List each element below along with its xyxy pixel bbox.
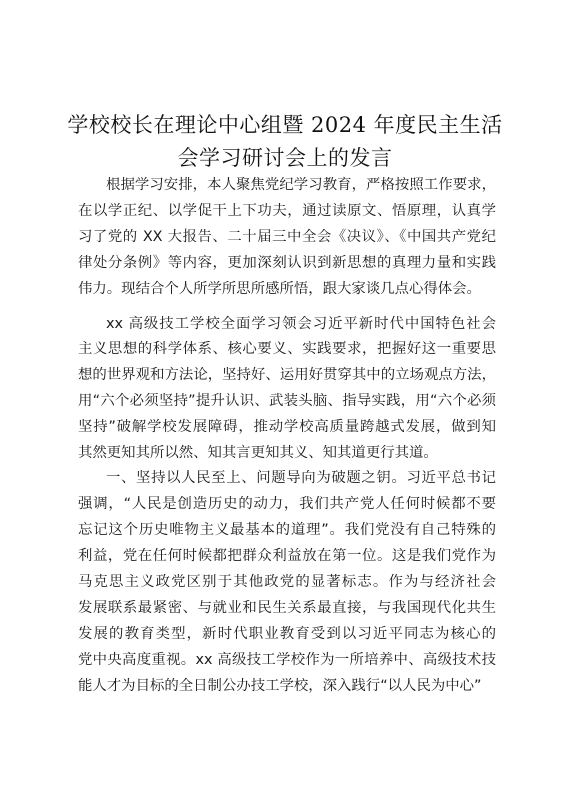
paragraph-3-line-9: 能人才为目标的全日制公办技工学校，深入践行“以人民为中心” (78, 678, 482, 694)
paragraph-3-line-4: 利益，党在任何时候都把群众利益放在第一位。这是我们党作为 (78, 548, 496, 564)
paragraph-3-line-8: 党中央高度重视。xx 高级技工学校作为一所培养中、高级技术技 (78, 652, 496, 668)
paragraph-2-line-1: xx 高级技工学校全面学习领会习近平新时代中国特色社会 (106, 316, 496, 332)
paragraph-2-line-3: 想的世界观和方法论，坚持好、运用好贯穿其中的立场观点方法， (78, 367, 496, 383)
paragraph-3-line-5: 马克思主义政党区别于其他政党的显著标志。作为与经济社会 (78, 574, 496, 590)
paragraph-3-line-2: 强调，“人民是创造历史的动力，我们共产党人任何时候都不要 (78, 496, 496, 512)
paragraph-1-line-2: 在以学正纪、以学促干上下功夫，通过读原文、悟原理，认真学 (78, 203, 496, 219)
paragraph-2-line-4: 用“六个必须坚持”提升认识、武装头脑、指导实践，用“六个必须 (78, 393, 496, 409)
paragraph-2-line-2: 主义思想的科学体系、核心要义、实践要求，把握好这一重要思 (78, 341, 496, 357)
paragraph-3-line-3: 忘记这个历史唯物主义最基本的道理”。我们党没有自己特殊的 (78, 522, 496, 538)
paragraph-2-line-5: 坚持”破解学校发展障碍，推动学校高质量跨越式发展，做到知 (78, 419, 496, 435)
paragraph-1-line-4: 律处分条例》等内容，更加深刻认识到新思想的真理力量和实践 (78, 255, 496, 271)
paragraph-3-line-7: 发展的教育类型，新时代职业教育受到以习近平同志为核心的 (78, 626, 496, 642)
paragraph-3-line-1: 一、坚持以人民至上、问题导向为破题之钥。习近平总书记 (106, 470, 496, 486)
paragraph-1-line-5: 伟力。现结合个人所学所思所感所悟，跟大家谈几点心得体会。 (78, 281, 481, 297)
paragraph-2-line-6: 其然更知其所以然、知其言更知其义、知其道更行其道。 (78, 445, 438, 461)
paragraph-1-line-1: 根据学习安排，本人聚焦党纪学习教育，严格按照工作要求， (106, 177, 496, 193)
document-title-line-1: 学校校长在理论中心组暨 2024 年度民主生活 (67, 113, 503, 137)
paragraph-3-line-6: 发展联系最紧密、与就业和民生关系最直接，与我国现代化共生 (78, 600, 496, 616)
document-title-line-2: 会学习研讨会上的发言 (177, 146, 393, 170)
paragraph-1-line-3: 习了党的 XX 大报告、二十届三中全会《决议》、《中国共产党纪 (78, 229, 496, 245)
